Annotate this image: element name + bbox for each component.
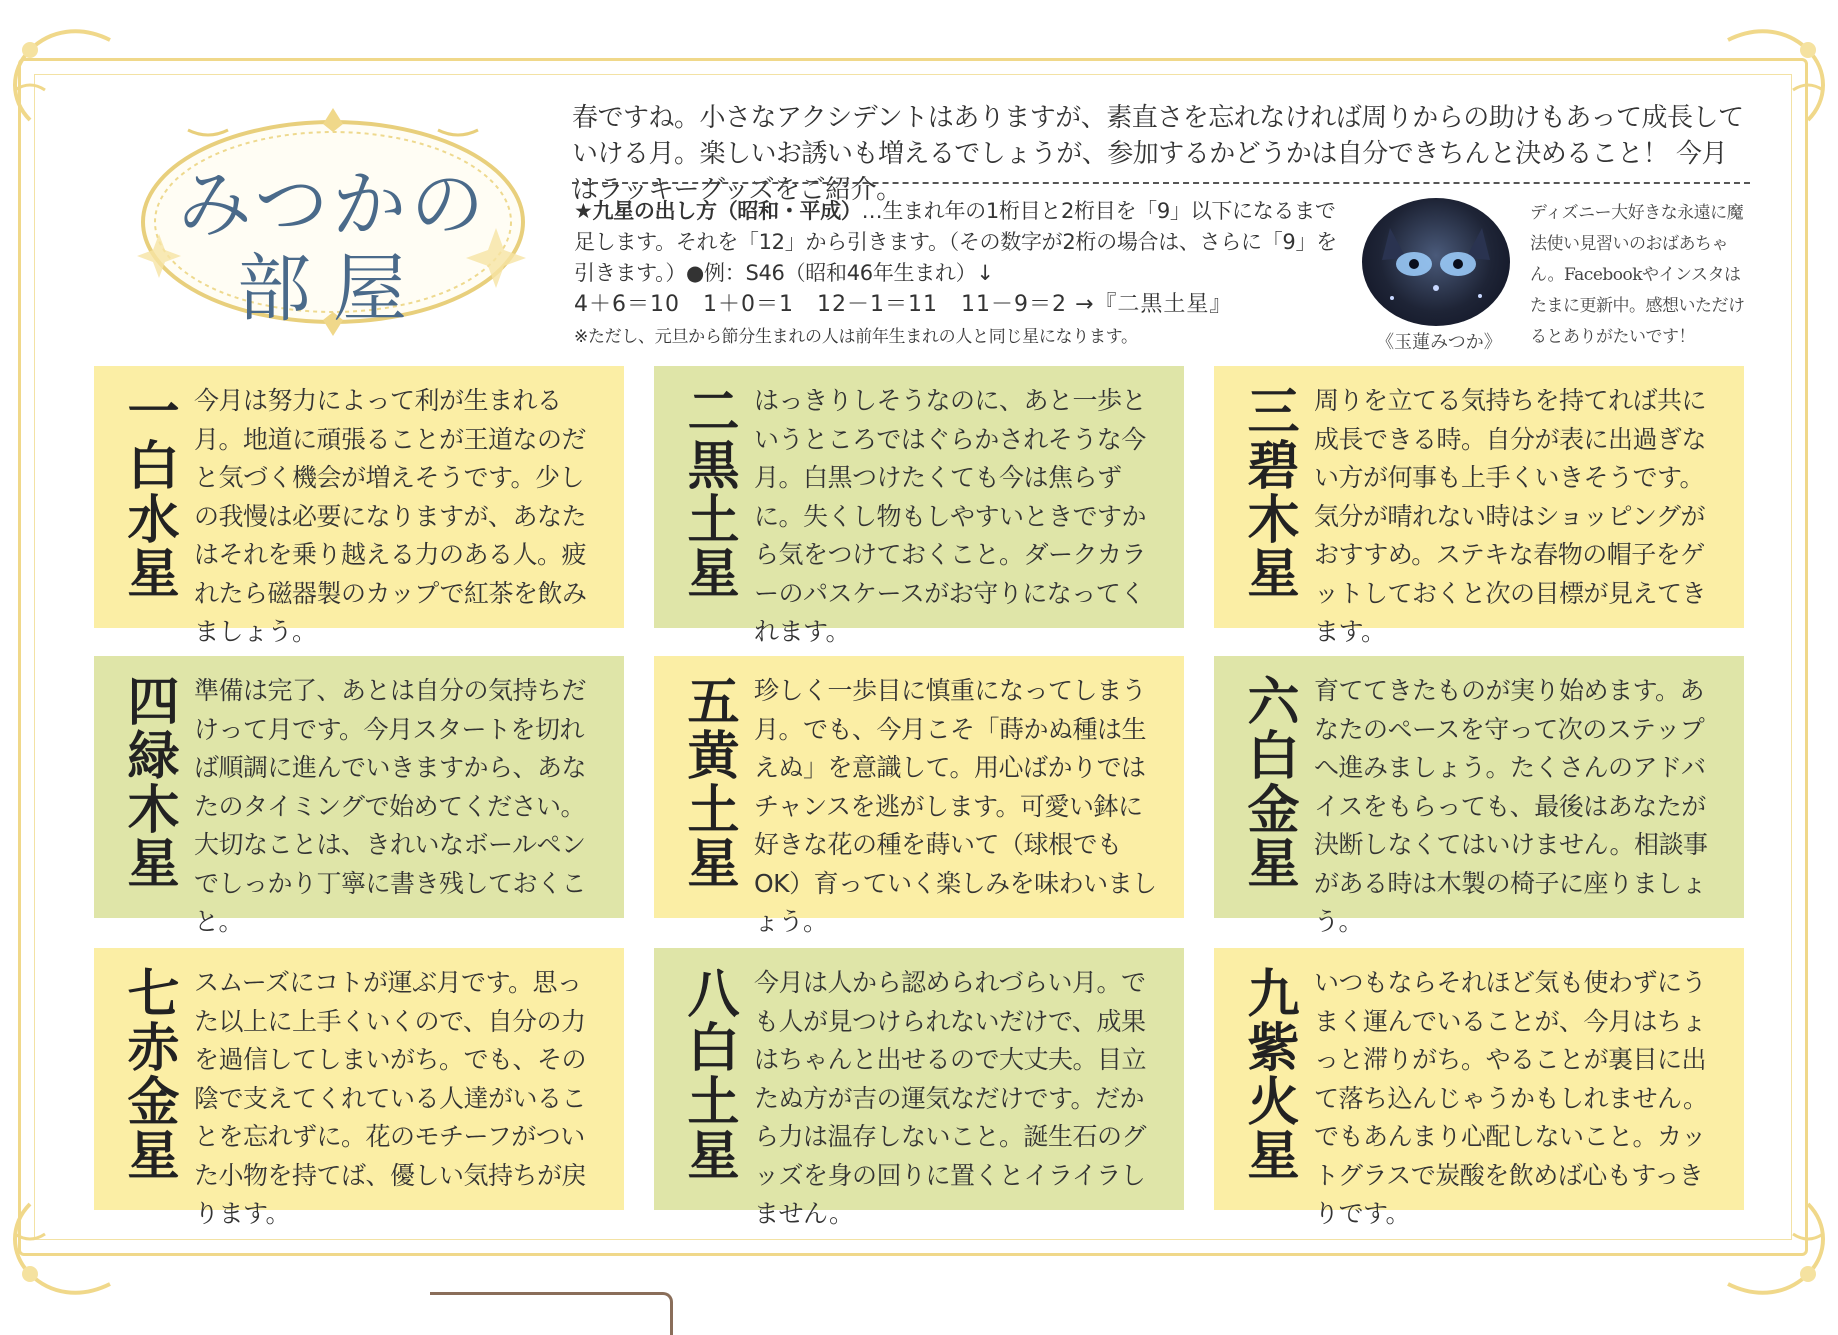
title-badge <box>128 100 538 338</box>
intro-text: 春ですね。小さなアクシデントはありますが、素直さを忘れなければ周りからの助けもあって成長していける月。楽しいお誘いも増えるでしょうが、参加するかどうかは自分できちんと決めること！ 今月はラッキーグッズをご紹介。 <box>572 103 1744 205</box>
star-name: 六白金星 <box>1238 674 1299 890</box>
howto-block <box>574 196 1354 353</box>
cat-face-icon <box>1362 198 1510 326</box>
howto-lead: ★九星の出し方（昭和・平成） <box>574 199 862 223</box>
star-fortune: いつもならそれほど気も使わずにうまく運んでいることが、今月はちょっと滞りがち。やることが裏目に出て落ち込んじゃうかもしれません。でもあんまり心配しないこと。カットグラスで炭酸を飲めば心もすっきりです。 <box>1314 968 1708 1228</box>
star-card <box>1214 656 1744 936</box>
star-card <box>94 366 624 646</box>
star-name: 七赤金星 <box>118 966 179 1182</box>
star-card <box>94 948 624 1228</box>
star-fortune: 今月は人から認められづらい月。でも人が見つけられないだけで、成果はちゃんと出せるので大丈夫。目立たぬ方が吉の運気なだけです。だから力は温存しないこと。誕生石のグッズを身の回りに置くとイライラしません。 <box>754 968 1147 1228</box>
star-card <box>1214 366 1744 646</box>
profile-caption: 《玉蓮みつか》 <box>1376 332 1502 353</box>
corner-flourish-icon <box>0 1194 120 1314</box>
star-card <box>1214 948 1744 1228</box>
star-fortune: はっきりしそうなのに、あと一歩というところではぐらかされそうな今月。白黒つけたくても今は焦らずに。失くし物もしやすいときですから気をつけておくこと。ダークカラーのパスケースがお守りになってくれます。 <box>754 386 1147 646</box>
star-name: 三碧木星 <box>1238 384 1299 600</box>
corner-flourish-icon <box>1718 1194 1838 1314</box>
page-title: みつかの <box>177 162 489 248</box>
star-card <box>94 656 624 936</box>
profile-text: ディズニー大好きな永遠に魔法使い見習いのおばあちゃん。Facebookやインスタはたまに更新中。感想いただけるとありがたいです！ <box>1530 203 1745 347</box>
howto-note: ※ただし、元旦から節分生まれの人は前年生まれの人と同じ星になります。 <box>574 327 1138 347</box>
star-card <box>654 948 1184 1228</box>
star-name: 一白水星 <box>118 384 179 600</box>
star-fortune: 準備は完了、あとは自分の気持ちだけって月です。今月スタートを切れば順調に進んでいきますから、あなたのタイミングで始めてください。大切なことは、きれいなボールペンでしっかり丁寧に書き残しておくこと。 <box>194 676 587 936</box>
star-fortune: スムーズにコトが運ぶ月です。思った以上に上手くいくので、自分の力を過信してしまいがち。でも、その陰で支えてくれている人達がいることを忘れずに。花のモチーフがついた小物を持てば、優しい気持ちが戻ります。 <box>194 968 587 1228</box>
star-name: 二黒土星 <box>678 384 739 600</box>
page-title-sub: 部屋 <box>237 246 429 332</box>
howto-body: …生まれ年の1桁目と2桁目を「9」以下になるまで足します。それを「12」から引きます。（その数字が2桁の場合は、さらに「9」を引きます。）●例：S46（昭和46年生まれ）↓ <box>574 199 1337 285</box>
howto-calc: 4＋6＝10 1＋0＝1 12－1＝11 11－9＝2 →『二黒土星』 <box>574 292 1233 317</box>
corner-flourish-icon <box>0 10 120 130</box>
star-name: 八白土星 <box>678 966 739 1182</box>
divider <box>572 182 1750 184</box>
star-card <box>654 656 1184 936</box>
star-fortune: 周りを立てる気持ちを持てれば共に成長できる時。自分が表に出過ぎない方が何事も上手くいきそうです。気分が晴れない時はショッピングがおすすめ。ステキな春物の帽子をゲットしておくと次の目標が見えてきます。 <box>1314 386 1707 646</box>
star-name: 四緑木星 <box>118 674 179 890</box>
avatar <box>1362 198 1510 326</box>
star-name: 九紫火星 <box>1238 966 1299 1182</box>
star-name: 五黄土星 <box>678 674 739 890</box>
star-card <box>654 366 1184 646</box>
star-fortune: 珍しく一歩目に慎重になってしまう月。でも、今月こそ「蒔かぬ種は生えぬ」を意識して。用心ばかりではチャンスを逃がします。可愛い鉢に好きな花の種を蒔いて（球根でもOK）育っていく楽しみを味わいましょう。 <box>754 676 1157 936</box>
star-fortune: 育ててきたものが実り始めます。あなたのペースを守って次のステップへ進みましょう。たくさんのアドバイスをもらっても、最後はあなたが決断しなくてはいけません。相談事がある時は木製の椅子に座りましょう。 <box>1314 676 1708 936</box>
star-fortune: 今月は努力によって利が生まれる月。地道に頑張ることが王道なのだと気づく機会が増えそうです。少しの我慢は必要になりますが、あなたはそれを乗り越える力のある人。疲れたら磁器製のカップで紅茶を飲みましょう。 <box>194 386 587 646</box>
